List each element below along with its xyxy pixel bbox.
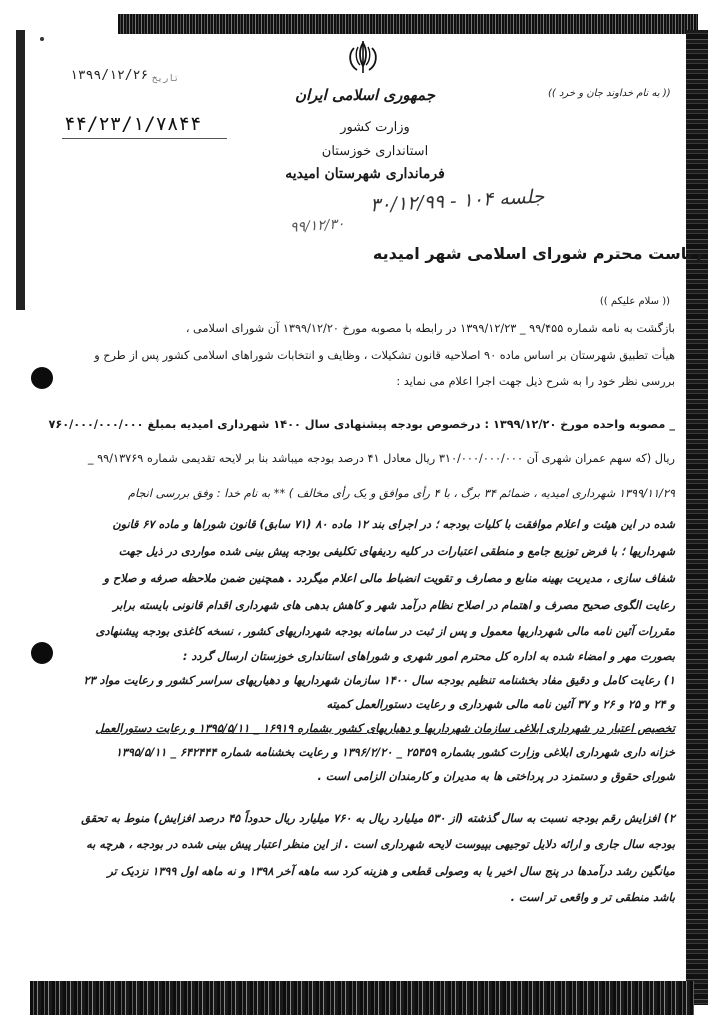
salutation: (( سلام علیکم )) xyxy=(599,296,670,307)
body-line: هیأت تطبیق شهرستان بر اساس ماده ۹۰ اصلاحیه قانون تشکیلات ، وظایف و انتخابات شوراهای اسلامی کشور پس از طرح و xyxy=(94,349,675,362)
emblem-icon xyxy=(342,40,384,76)
body-line: باشد منطقی تر و واقعی تر است . xyxy=(510,891,675,904)
scan-edge-right xyxy=(686,30,708,1005)
body-line: رعایت الگوی صحیح مصرف و اهتمام در اصلاح نظام درآمد شهر و کاهش بدهی های شهرداری اقدام قانونی بایسته برابر xyxy=(113,599,675,612)
body-line: تخصیص اعتبار در شهرداری ابلاغی سازمان شهرداریها و دهیاریهای کشور بشماره ۱۶۹۱۹ _ ۱۳۹۵/۵/۱۱ و رعایت دستورالعمل xyxy=(95,722,675,735)
recipient-title: ریاست محترم شورای اسلامی شهر امیدیه xyxy=(372,244,702,263)
letter-number: ۴۴/۲۳/۱/۷۸۴۴ xyxy=(64,113,202,135)
body-line: _ مصوبه واحده مورخ ۱۳۹۹/۱۲/۲۰ : درخصوص بودجه پیشنهادی سال ۱۴۰۰ شهرداری امیدیه بمبلغ ۷۶۰/۰۰۰/۰۰۰/۰۰۰ xyxy=(48,418,675,431)
body-line: خزانه داری شهرداری ابلاغی وزارت کشور بشماره ۲۵۴۵۹ _ ۱۳۹۶/۲/۲۰ و رعایت بخشنامه شماره ۶۴۲۴۴۴ _ ۱۳۹۵/۵/۱۱ xyxy=(115,746,675,759)
header-ministry: وزارت کشور xyxy=(340,120,410,135)
body-line: شورای حقوق و دستمزد در پرداختی ها به مدیران و کارمندان الزامی است . xyxy=(317,770,675,783)
header-county: فرمانداری شهرستان امیدیه xyxy=(285,166,445,182)
body-line: بازگشت به نامه شماره ۹۹/۴۵۵ _ ۱۳۹۹/۱۲/۲۳ در رابطه با مصوبه مورخ ۱۳۹۹/۱۲/۲۰ آن شورای اسلامی ، xyxy=(185,322,675,335)
body-line: مقررات آئین نامه مالی شهرداریها معمول و پس از ثبت در سامانه بودجه شهرداریهای کشور ، نسخه کاغذی بودجه پیشنهادی xyxy=(95,625,675,638)
body-line: بودجه سال جاری و ارائه دلایل توجیهی بپیوست لایحه شهرداری است . از این منظر اعتبار پیش بینی شده در بودجه ، هرچه به xyxy=(86,838,675,851)
body-line: شفاف سازی ، مدیریت بهینه منابع و مصارف و تقویت انضباط مالی اعلام میگردد . همچنین ضمن ملاحظه صرفه و صلاح و xyxy=(103,572,675,585)
scan-speck xyxy=(40,37,44,41)
letter-number-underline xyxy=(62,138,227,139)
body-line: ۱۳۹۹/۱۱/۲۹ شهرداری امیدیه ، ضمائم ۳۴ برگ ، با ۴ رأی موافق و یک رأی مخالف ) ** به نام خدا : وفق بررسی انجام xyxy=(128,487,675,500)
handwritten-session-note: جلسه ۱۰۴ - ۳۰/۱۲/۹۹ xyxy=(369,185,545,217)
header-governorate: استانداری خوزستان xyxy=(321,144,429,159)
punch-hole-top xyxy=(31,367,53,389)
body-line: بصورت مهر و امضاء شده به اداره کل محترم امور شهری و شوراهای استانداری خوزستان ارسال گردد : xyxy=(182,650,675,663)
body-line: ریال (که سهم عمران شهری آن ۳۱۰/۰۰۰/۰۰۰/۰۰۰ ریال معادل ۴۱ درصد بودجه میباشد بنا بر لایحه تقدیمی شماره ۹۹/۱۳۷۶۹ _ xyxy=(87,452,675,465)
body-line: بررسی نظر خود را به شرح ذیل جهت اجرا اعلام می نماید : xyxy=(396,375,675,388)
scan-edge-bottom xyxy=(30,981,694,1015)
body-line: و ۲۴ و ۲۵ و ۲۶ و ۳۷ آئین نامه مالی شهرداری و رعایت دستورالعمل کمیته xyxy=(326,698,675,711)
body-line: ۱) رعایت کامل و دقیق مفاد بخشنامه تنظیم بودجه سال ۱۴۰۰ سازمان شهرداریها و دهیاریهای سراسر کشور و رعایت مواد ۲۳ xyxy=(83,674,675,687)
scan-edge-left xyxy=(16,30,25,310)
scan-edge-top xyxy=(118,14,698,34)
basmala: (( به نام خداوند جان و خرد )) xyxy=(548,88,671,99)
punch-hole-bottom xyxy=(31,642,53,664)
body-line: شده در این هیئت و اعلام موافقت با کلیات بودجه ؛ در اجرای بند ۱۲ ماده ۸۰ (۷۱ سابق) قانون شوراها و ماده ۶۷ قانون xyxy=(112,518,675,531)
body-line: میانگین رشد درآمدها در پنج سال اخیر یا به وصولی قطعی و هزینه کرد سه ماهه آخر ۱۳۹۸ و نه ماهه اول ۱۳۹۹ نزدیک تر xyxy=(107,865,675,878)
date-label: تاریخ xyxy=(152,74,180,84)
header-country: جمهوری اسلامی ایران xyxy=(294,86,435,104)
body-line: ۲) افزایش رقم بودجه نسبت به سال گذشته (از ۵۳۰ میلیارد ریال به ۷۶۰ میلیارد ریال حدوداً ۴۵ درصد افزایش) منوط به تحقق xyxy=(81,812,675,825)
body-line: شهرداریها ؛ با فرض توزیع جامع و منطقی اعتبارات در کلیه ردیفهای تکلیفی بودجه پیش بینی شده مواردی در ذیل جهت xyxy=(118,545,675,558)
handwritten-date-note: ۹۹/۱۲/۳۰ xyxy=(289,216,346,236)
letter-date: ۱۳۹۹/۱۲/۲۶ xyxy=(70,68,149,83)
